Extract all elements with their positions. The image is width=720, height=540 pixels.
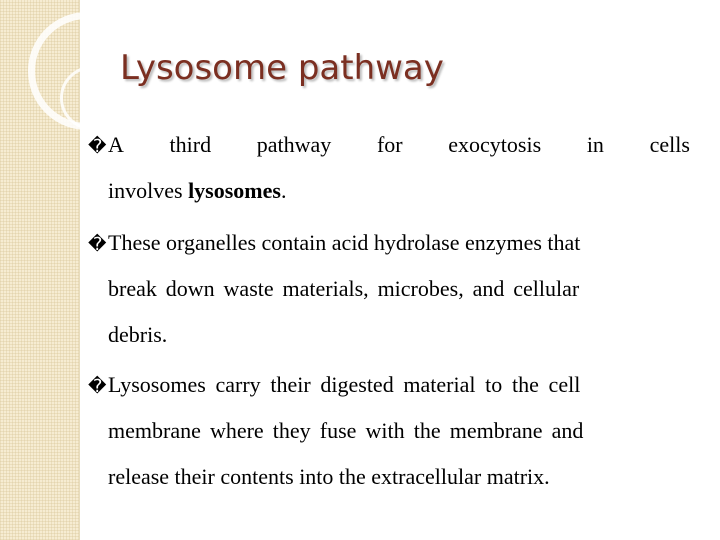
bullet-1-word: pathway [256, 132, 332, 157]
bullet-1-lead [88, 122, 124, 168]
slide-title: Lysosome pathway [120, 48, 444, 88]
bullet-marker-icon: � [88, 136, 107, 157]
bullet-1 [88, 122, 690, 214]
bullet-1-word: exocytosis [448, 132, 542, 157]
decorative-ring-small [60, 66, 124, 130]
bullet-3-line-3 [88, 454, 690, 500]
bullet-2-text: debris. [108, 322, 168, 347]
bullet-1-word: cells [649, 132, 690, 157]
bullet-1-text: . [280, 178, 287, 203]
bullet-1-word: in [586, 132, 604, 157]
bullet-marker-icon: � [88, 376, 107, 397]
bullet-1-bold-term: lysosomes [188, 178, 281, 203]
bullet-3-text: Lysosomes carry their digested material to the cell [108, 372, 581, 397]
bullet-marker-icon: � [88, 234, 107, 255]
bullet-1-text: involves [108, 178, 189, 203]
bullet-1-word: for [376, 132, 403, 157]
bullet-2-line-1 [88, 220, 690, 266]
bullet-2-line-2 [88, 266, 690, 312]
bullet-2-text: break down waste materials, microbes, and cellular [108, 276, 580, 301]
bullet-1-line-1 [88, 122, 690, 168]
bullet-3-line-2 [88, 408, 690, 454]
bullet-2-line-3 [88, 312, 690, 358]
bullet-2 [88, 220, 690, 358]
bullet-3-line-1 [88, 362, 690, 408]
bullet-2-text: These organelles contain acid hydrolase enzymes that [108, 230, 581, 255]
bullet-3-text: membrane where they fuse with the membrane and [108, 418, 584, 443]
bullet-1-word: A [108, 132, 124, 157]
bullet-1-line-2 [88, 168, 690, 214]
bullet-3-text: release their contents into the extracellular matrix. [108, 464, 550, 489]
bullet-1-word: third [169, 132, 212, 157]
bullet-3 [88, 362, 690, 500]
